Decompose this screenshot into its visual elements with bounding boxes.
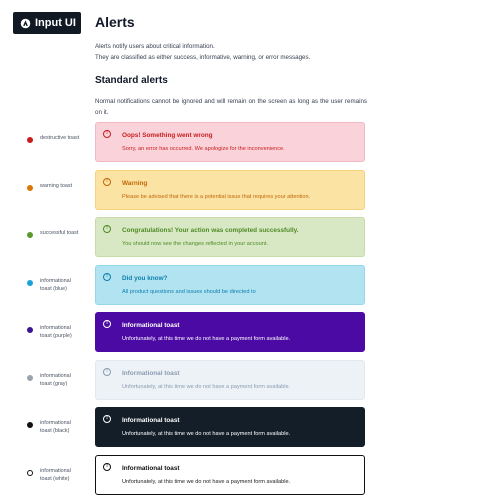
alert-variant-label <box>27 419 87 435</box>
alert-toast[interactable] <box>95 170 365 210</box>
variant-color-dot <box>27 422 33 428</box>
alert-variant-label <box>27 134 87 143</box>
page-intro <box>95 41 395 63</box>
intro-line: They are classified as either success, informative, warning, or error messages. <box>95 54 311 61</box>
alert-variant-label <box>27 467 87 483</box>
variant-label-text: informational toast (white) <box>40 467 71 482</box>
variant-color-dot <box>27 185 33 191</box>
alert-circle-icon: ! <box>103 130 111 138</box>
variant-label-text: informational toast (blue) <box>40 277 71 292</box>
alert-toast[interactable] <box>95 265 365 305</box>
variant-color-dot <box>27 137 33 143</box>
alert-title: Informational toast <box>122 417 180 424</box>
variant-label-text: informational toast (purple) <box>40 325 72 339</box>
alert-toast[interactable] <box>95 360 365 400</box>
intro-line: Alerts notify users about critical information. <box>95 43 215 50</box>
variant-color-dot <box>27 375 33 381</box>
alert-variant-label <box>27 229 87 238</box>
alert-message: All product questions and issues should be directed to <box>122 288 256 295</box>
alert-toast[interactable] <box>95 312 365 352</box>
alert-circle-icon: ! <box>103 463 111 471</box>
alert-title: Informational toast <box>122 464 180 472</box>
alert-variant-label <box>27 277 87 293</box>
alert-circle-icon: ! <box>103 225 111 233</box>
alert-title: Warning <box>122 179 148 187</box>
alert-title: Congratulations! Your action was completed successfully. <box>122 227 299 234</box>
variant-color-dot <box>27 327 33 333</box>
alert-circle-icon: ! <box>103 273 111 281</box>
variant-label-text: informational toast (gray) <box>40 372 71 387</box>
alert-message: Unfortunately, at this time we do not have a payment form available. <box>122 478 291 485</box>
alert-message: Unfortunately, at this time we do not have a payment form available. <box>122 431 291 437</box>
alert-variant-label <box>27 372 87 388</box>
alert-message: You should now see the changes reflected in your account. <box>122 241 268 247</box>
variant-label-text: warning toast <box>40 182 73 189</box>
alert-variant-label <box>27 324 87 340</box>
alert-message: Please be advised that there is a potential issue that requires your attention. <box>122 193 311 200</box>
alert-circle-icon: ! <box>103 415 111 423</box>
section-title: Standard alerts <box>95 75 168 86</box>
alert-variant-label <box>27 182 87 191</box>
variant-color-dot <box>27 280 33 286</box>
variant-color-dot <box>27 232 33 238</box>
alert-circle-icon: ! <box>103 368 111 376</box>
variant-label-text: successful toast <box>40 230 79 236</box>
alert-title: Informational toast <box>122 322 180 329</box>
alert-toast[interactable] <box>95 122 365 162</box>
variant-label-text: destructive toast <box>40 135 80 141</box>
alert-title: Did you know? <box>122 274 168 282</box>
page-title: Alerts <box>95 14 135 30</box>
alert-title: Informational toast <box>122 369 180 377</box>
alert-circle-icon: ! <box>103 320 111 328</box>
alert-circle-icon: ! <box>103 178 111 186</box>
brand-logo[interactable] <box>13 12 81 34</box>
alert-toast[interactable] <box>95 455 365 495</box>
brand-name: Input UI <box>35 17 76 29</box>
alert-message: Unfortunately, at this time we do not have a payment form available. <box>122 336 291 342</box>
input-ui-logo-icon <box>20 18 31 29</box>
section-description: Normal notifications cannot be ignored and will remain on the screen as long as the user remains on it. <box>95 98 367 116</box>
alert-message: Sorry, an error has occurred. We apologize for the inconvenience. <box>122 146 285 152</box>
alert-title: Oops! Something went wrong <box>122 132 213 139</box>
alert-toast[interactable] <box>95 407 365 447</box>
variant-color-dot <box>27 470 33 476</box>
alert-message: Unfortunately, at this time we do not have a payment form available. <box>122 383 291 390</box>
variant-label-text: informational toast (black) <box>40 420 71 434</box>
alert-toast[interactable] <box>95 217 365 257</box>
